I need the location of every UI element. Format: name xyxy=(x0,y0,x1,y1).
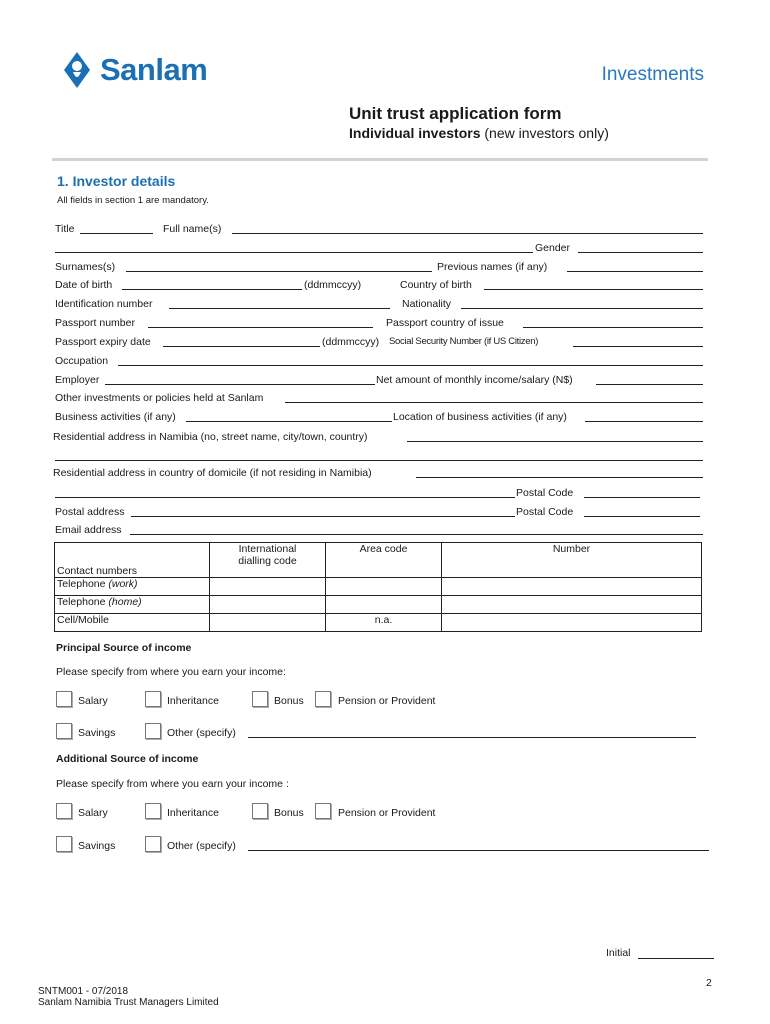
logo-text: Sanlam xyxy=(100,52,208,87)
header-area-code: Area code xyxy=(326,543,442,578)
row-qualifier: (home) xyxy=(108,596,142,608)
row-label-text: Telephone xyxy=(57,578,106,590)
additional-income-title: Additional Source of income xyxy=(56,753,199,765)
principal-salary-checkbox[interactable] xyxy=(56,691,72,707)
row-label xyxy=(55,578,210,596)
additional-inheritance-label: Inheritance xyxy=(167,807,219,819)
monthly-income-label: Net amount of monthly income/salary (N$) xyxy=(376,374,573,386)
additional-savings-label: Savings xyxy=(78,840,116,852)
additional-savings-checkbox[interactable] xyxy=(56,836,72,852)
table-row xyxy=(55,614,702,632)
surnames-label: Surnames(s) xyxy=(55,261,116,273)
previous-names-field[interactable] xyxy=(567,271,703,272)
principal-pension-checkbox[interactable] xyxy=(315,691,331,707)
monthly-income-field[interactable] xyxy=(596,384,703,385)
principal-income-title: Principal Source of income xyxy=(56,642,192,654)
principal-other-label: Other (specify) xyxy=(167,727,236,739)
division-label: Investments xyxy=(601,64,704,85)
table-row xyxy=(55,596,702,614)
nationality-field[interactable] xyxy=(461,308,703,309)
dob-format: (ddmmccyy) xyxy=(304,279,362,291)
principal-salary-label: Salary xyxy=(78,695,108,707)
form-title: Unit trust application form xyxy=(349,104,562,123)
dob-field[interactable] xyxy=(122,289,302,290)
row-label xyxy=(55,596,210,614)
country-of-birth-label: Country of birth xyxy=(400,279,472,291)
page-number: 2 xyxy=(706,977,712,989)
additional-salary-checkbox[interactable] xyxy=(56,803,72,819)
principal-savings-checkbox[interactable] xyxy=(56,723,72,739)
additional-inheritance-checkbox[interactable] xyxy=(145,803,161,819)
country-of-birth-field[interactable] xyxy=(484,289,703,290)
row-label-text: Telephone xyxy=(57,596,106,608)
cell-number-cell[interactable] xyxy=(442,614,702,632)
principal-savings-label: Savings xyxy=(78,727,116,739)
additional-pension-label: Pension or Provident xyxy=(338,807,436,819)
occupation-label: Occupation xyxy=(55,355,109,367)
residential-domicile-field[interactable] xyxy=(416,477,703,478)
title-field[interactable] xyxy=(80,233,153,234)
additional-bonus-label: Bonus xyxy=(274,807,304,819)
email-field[interactable] xyxy=(130,534,703,535)
id-number-field[interactable] xyxy=(169,308,390,309)
passport-expiry-label: Passport expiry date xyxy=(55,336,151,348)
passport-expiry-field[interactable] xyxy=(163,346,320,347)
email-label: Email address xyxy=(55,524,122,536)
id-number-label: Identification number xyxy=(55,298,153,310)
postal-address-field[interactable] xyxy=(131,516,515,517)
employer-field[interactable] xyxy=(105,384,375,385)
initial-field[interactable] xyxy=(638,958,714,959)
table-row xyxy=(55,578,702,596)
principal-bonus-checkbox[interactable] xyxy=(252,691,268,707)
section-note: All fields in section 1 are mandatory. xyxy=(57,195,209,206)
postal-code-field-1[interactable] xyxy=(584,497,700,498)
contact-numbers-table xyxy=(54,542,702,632)
section-title: 1. Investor details xyxy=(57,173,176,189)
dob-label: Date of birth xyxy=(55,279,113,291)
cell-dialling-cell[interactable] xyxy=(210,614,326,632)
residential-domicile-field-cont[interactable] xyxy=(55,497,515,498)
other-investments-label: Other investments or policies held at Sanlam xyxy=(55,392,264,404)
work-area-cell[interactable] xyxy=(326,578,442,596)
postal-code-field-2[interactable] xyxy=(584,516,700,517)
postal-code-label-1: Postal Code xyxy=(516,487,574,499)
full-names-field-cont[interactable] xyxy=(55,252,533,253)
previous-names-label: Previous names (if any) xyxy=(437,261,548,273)
table-header-row xyxy=(55,543,702,578)
sanlam-emblem-icon xyxy=(60,50,94,90)
business-location-field[interactable] xyxy=(585,421,703,422)
header-divider xyxy=(52,158,708,161)
home-dialling-cell[interactable] xyxy=(210,596,326,614)
business-activities-field[interactable] xyxy=(186,421,392,422)
principal-other-checkbox[interactable] xyxy=(145,723,161,739)
additional-bonus-checkbox[interactable] xyxy=(252,803,268,819)
residential-namibia-field[interactable] xyxy=(407,441,703,442)
passport-expiry-format: (ddmmccyy) xyxy=(322,336,380,348)
full-names-label: Full name(s) xyxy=(163,223,222,235)
passport-number-field[interactable] xyxy=(148,327,373,328)
other-investments-field[interactable] xyxy=(285,402,703,403)
residential-domicile-label: Residential address in country of domicile (if not residing in Namibia) xyxy=(53,467,372,479)
company-name: Sanlam Namibia Trust Managers Limited xyxy=(38,997,219,1008)
employer-label: Employer xyxy=(55,374,100,386)
sanlam-logo xyxy=(60,50,207,90)
occupation-field[interactable] xyxy=(118,365,703,366)
principal-bonus-label: Bonus xyxy=(274,695,304,707)
postal-code-label-2: Postal Code xyxy=(516,506,574,518)
title-label: Title xyxy=(55,223,75,235)
subtitle-bold: Individual investors xyxy=(349,125,481,141)
cell-area-cell: n.a. xyxy=(326,614,442,632)
initial-label: Initial xyxy=(606,947,631,959)
form-subtitle xyxy=(349,125,609,141)
business-location-label: Location of business activities (if any) xyxy=(393,411,567,423)
ssn-label: Social Security Number (if US Citizen) xyxy=(389,336,539,347)
residential-namibia-field-cont[interactable] xyxy=(55,460,703,461)
additional-income-prompt: Please specify from where you earn your income : xyxy=(56,778,289,790)
residential-namibia-label: Residential address in Namibia (no, street name, city/town, country) xyxy=(53,431,368,443)
nationality-label: Nationality xyxy=(402,298,452,310)
work-dialling-cell[interactable] xyxy=(210,578,326,596)
gender-field[interactable] xyxy=(578,252,703,253)
subtitle-rest: (new investors only) xyxy=(484,125,609,141)
ssn-field[interactable] xyxy=(573,346,703,347)
principal-pension-label: Pension or Provident xyxy=(338,695,436,707)
postal-address-label: Postal address xyxy=(55,506,125,518)
surnames-field[interactable] xyxy=(126,271,432,272)
passport-number-label: Passport number xyxy=(55,317,135,329)
form-code: SNTM001 - 07/2018 xyxy=(38,986,129,997)
home-area-cell[interactable] xyxy=(326,596,442,614)
additional-pension-checkbox[interactable] xyxy=(315,803,331,819)
row-label: Cell/Mobile xyxy=(55,614,210,632)
dialling-code-text: International dialling code xyxy=(238,543,297,567)
principal-income-prompt: Please specify from where you earn your income: xyxy=(56,666,286,678)
gender-label: Gender xyxy=(535,242,571,254)
principal-inheritance-checkbox[interactable] xyxy=(145,691,161,707)
row-qualifier: (work) xyxy=(108,578,138,590)
principal-other-field[interactable] xyxy=(248,737,696,738)
header-dialling-code xyxy=(210,543,326,578)
additional-other-checkbox[interactable] xyxy=(145,836,161,852)
passport-country-field[interactable] xyxy=(523,327,703,328)
additional-other-field[interactable] xyxy=(248,850,709,851)
header-number: Number xyxy=(442,543,702,578)
full-names-field[interactable] xyxy=(232,233,703,234)
home-number-cell[interactable] xyxy=(442,596,702,614)
additional-salary-label: Salary xyxy=(78,807,108,819)
additional-other-label: Other (specify) xyxy=(167,840,236,852)
business-activities-label: Business activities (if any) xyxy=(55,411,176,423)
passport-country-label: Passport country of issue xyxy=(386,317,504,329)
header-contact-numbers: Contact numbers xyxy=(55,543,210,578)
principal-inheritance-label: Inheritance xyxy=(167,695,219,707)
work-number-cell[interactable] xyxy=(442,578,702,596)
